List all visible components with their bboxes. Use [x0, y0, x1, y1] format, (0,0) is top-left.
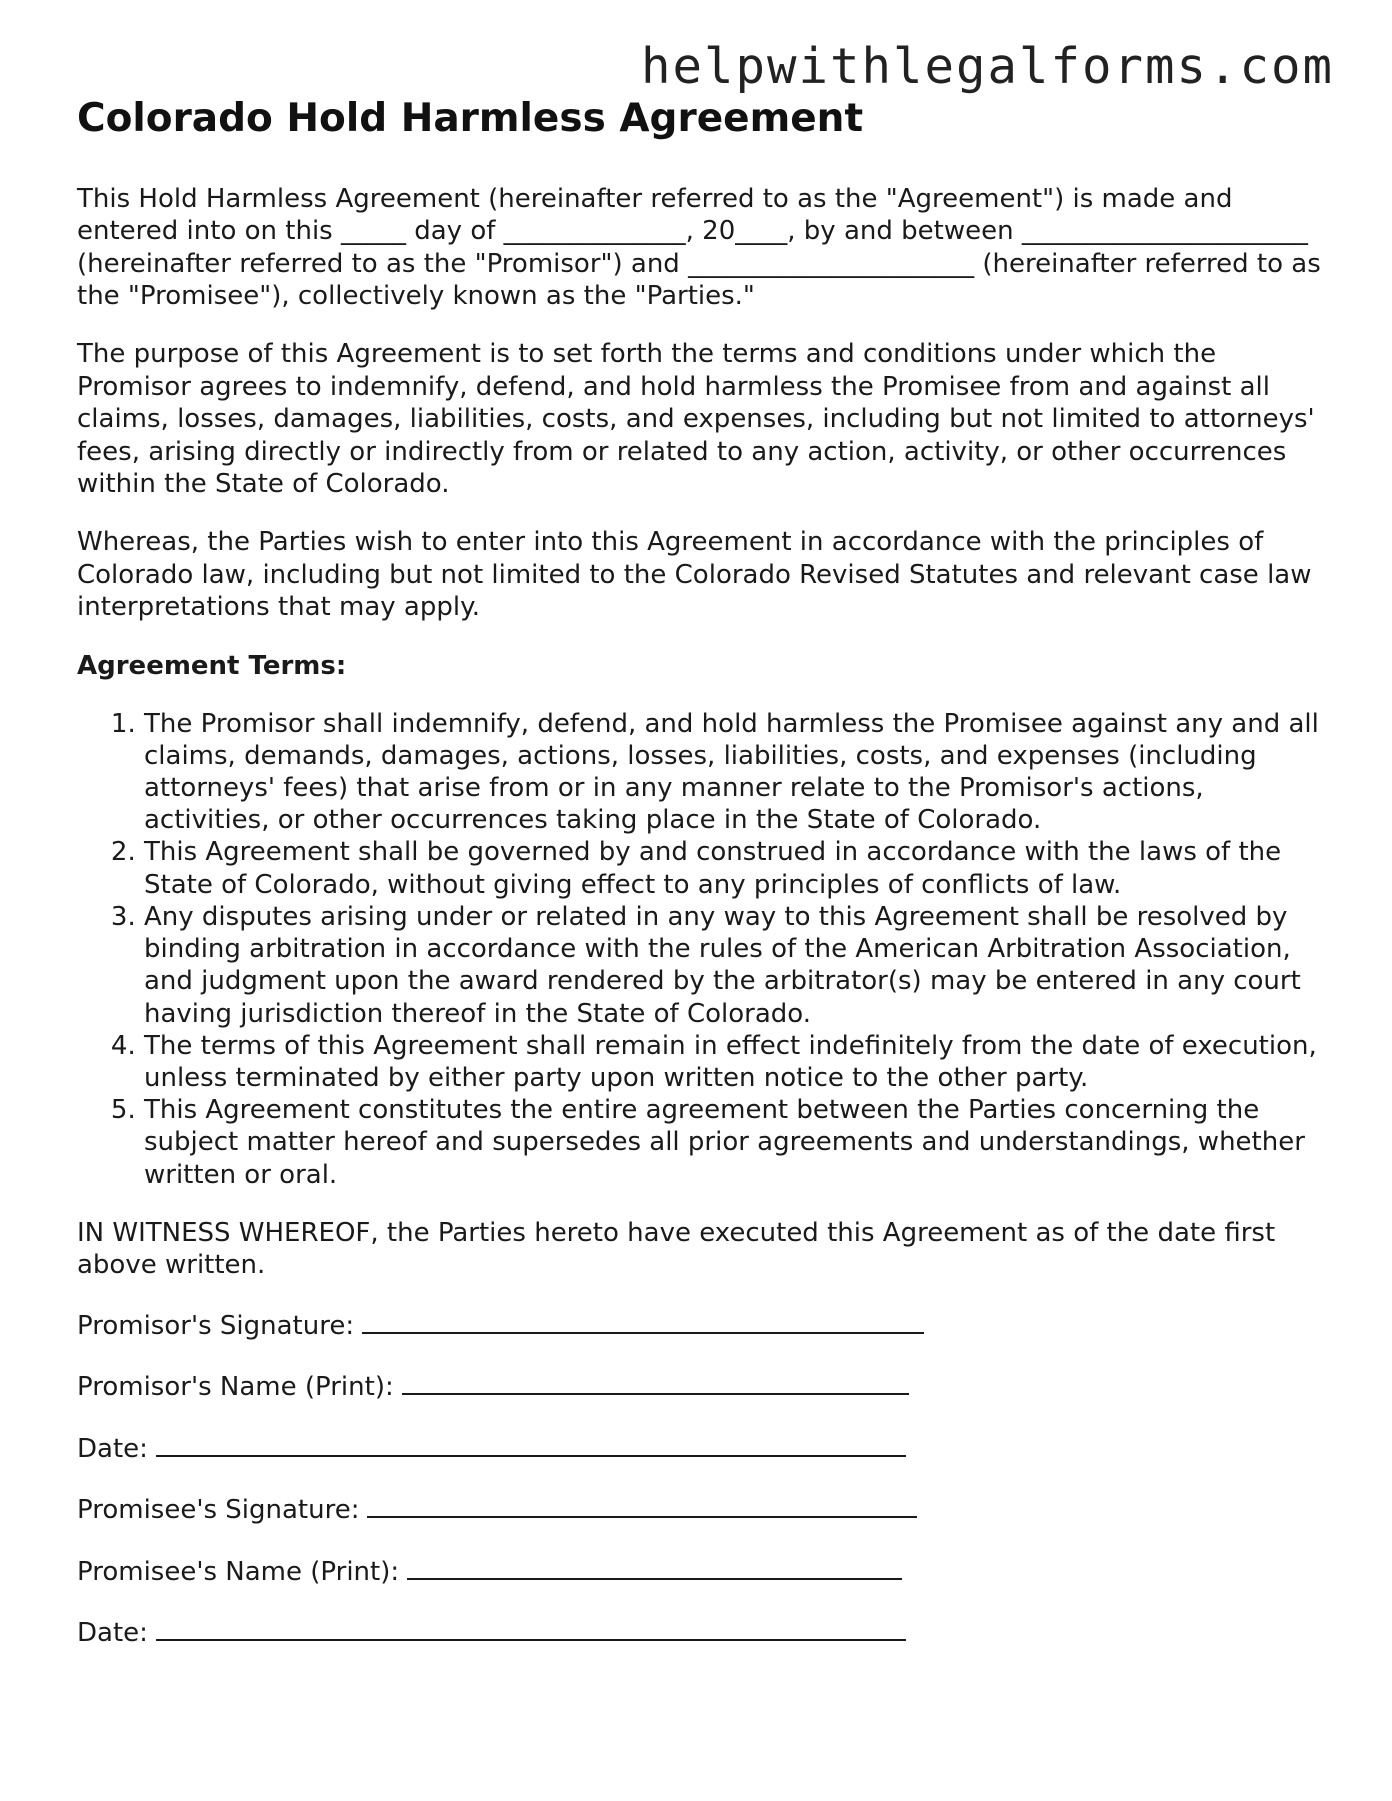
promisee-signature-row	[77, 1492, 1327, 1526]
term-item: 5. This Agreement constitutes the entire agreement between the Parties concerning the subject matter hereof and supersedes all prior agreements and understandings, whether written or oral.	[144, 1094, 1327, 1191]
promisee-name-field[interactable]	[407, 1554, 902, 1580]
promisee-signature-label: Promisee's Signature:	[77, 1495, 360, 1526]
promisor-date-label: Date:	[77, 1433, 148, 1464]
promisor-name-field[interactable]	[402, 1369, 909, 1395]
promisor-signature-field[interactable]	[362, 1308, 924, 1334]
promisor-signature-row	[77, 1308, 1327, 1342]
promisee-name-label: Promisee's Name (Print):	[77, 1556, 400, 1587]
document-body	[77, 96, 1327, 1677]
promisee-date-label: Date:	[77, 1618, 148, 1649]
site-watermark: helpwithlegalforms.com	[640, 38, 1334, 95]
witness-paragraph: IN WITNESS WHEREOF, the Parties hereto have executed this Agreement as of the date first above written.	[77, 1217, 1276, 1281]
promisee-date-field[interactable]	[156, 1615, 906, 1641]
whereas-paragraph: Whereas, the Parties wish to enter into this Agreement in accordance with the principles of Colorado law, including but not limited to the Colorado Revised Statutes and relevant case law interpretations that may apply.	[77, 527, 1312, 623]
term-item: 1. The Promisor shall indemnify, defend, and hold harmless the Promisee against any and all claims, demands, damages, actions, losses, liabilities, costs, and expenses (including attorneys' fees) that arise from or in any manner relate to the Promisor's actions, activities, or other occurrences taking place in the State of Colorado.	[144, 708, 1327, 837]
terms-list	[77, 708, 1327, 1191]
promisor-name-label: Promisor's Name (Print):	[77, 1372, 394, 1403]
term-item: 3. Any disputes arising under or related in any way to this Agreement shall be resolved by binding arbitration in accordance with the rules of the American Arbitration Association, and judgment upon the award rendered by the arbitrator(s) may be entered in any court having jurisdiction thereof in the State of Colorado.	[144, 901, 1327, 1030]
purpose-paragraph: The purpose of this Agreement is to set forth the terms and conditions under which the Promisor agrees to indemnify, defend, and hold harmless the Promisee from and against all claims, losses, damages, liabilities, costs, and expenses, including but not limited to attorneys' fees, arising directly or indirectly from or related to any action, activity, or other occurrences within the State of Colorado.	[77, 339, 1315, 500]
promisor-signature-label: Promisor's Signature:	[77, 1310, 355, 1341]
promisor-name-row	[77, 1369, 1327, 1403]
term-item: 4. The terms of this Agreement shall remain in effect indefinitely from the date of execution, unless terminated by either party upon written notice to the other party.	[144, 1030, 1327, 1094]
promisee-date-row	[77, 1615, 1327, 1649]
intro-paragraph: This Hold Harmless Agreement (hereinafter referred to as the "Agreement") is made and entered into on this _____ day of ______________, 20____, by and between ______________________ (hereinafter referred to as the "Promisor") and ______________________ (hereinafter referred to as the "Promisee"), collectively known as the "Parties."	[77, 183, 1321, 312]
promisee-name-row	[77, 1554, 1327, 1588]
terms-heading: Agreement Terms:	[77, 650, 347, 681]
document-title: Colorado Hold Harmless Agreement	[77, 96, 864, 141]
promisor-date-row	[77, 1431, 1327, 1465]
promisee-signature-field[interactable]	[367, 1492, 917, 1518]
promisor-date-field[interactable]	[156, 1431, 906, 1457]
term-item: 2. This Agreement shall be governed by and construed in accordance with the laws of the State of Colorado, without giving effect to any principles of conflicts of law.	[144, 836, 1327, 900]
